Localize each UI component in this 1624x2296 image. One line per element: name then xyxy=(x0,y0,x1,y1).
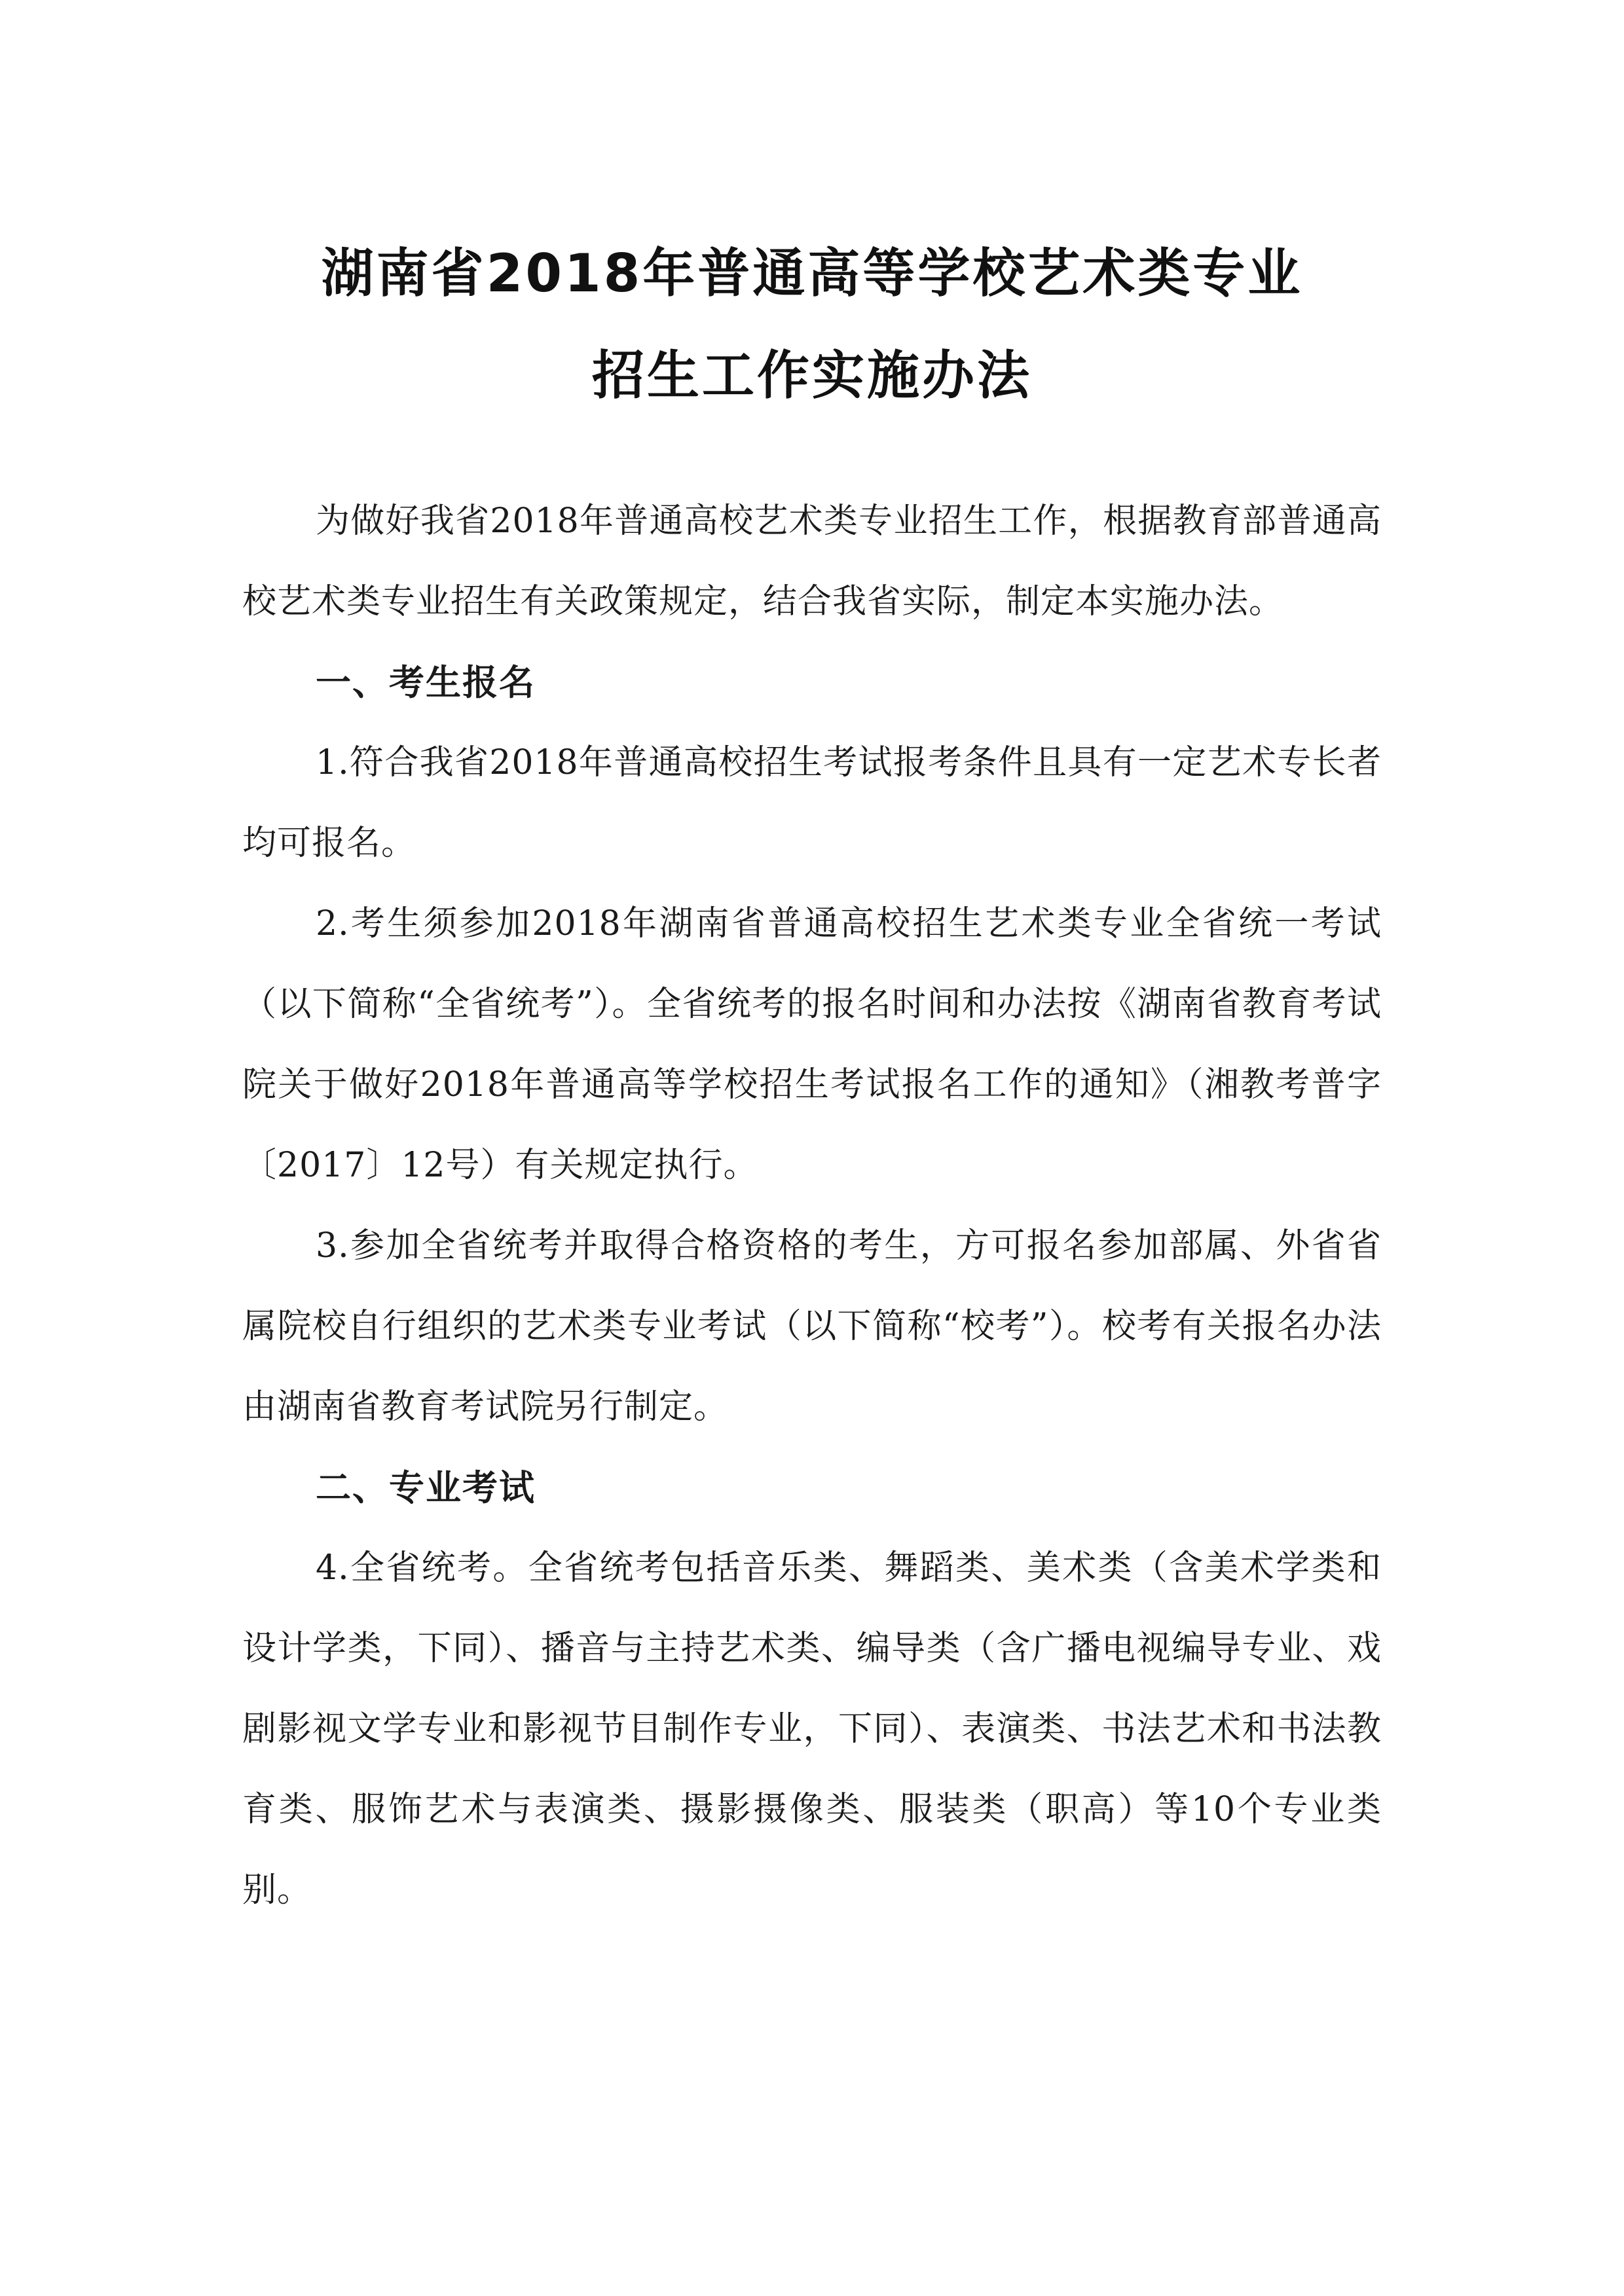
section-heading-registration: 一、考生报名 xyxy=(316,662,536,703)
paragraph-3: 3.参加全省统考并取得合格资格的考生，方可报名参加部属、外省省属院校自行组织的艺术类专业考试（以下简称“校考”）。校考有关报名办法由湖南省教育考试院另行制定。 xyxy=(242,1226,1382,1427)
paragraph-2: 2.考生须参加2018年湖南省普通高校招生艺术类专业全省统一考试（以下简称“全省统考”）。全省统考的报名时间和办法按《湖南省教育考试院关于做好2018年普通高等学校招生考试报名工作的通知》（湘教考普字〔2017〕12号）有关规定执行。 xyxy=(242,904,1382,1185)
paragraph-1: 1.符合我省2018年普通高校招生考试报考条件且具有一定艺术专长者均可报名。 xyxy=(242,743,1382,863)
intro-paragraph: 为做好我省2018年普通高校艺术类专业招生工作，根据教育部普通高校艺术类专业招生有关政策规定，结合我省实际，制定本实施办法。 xyxy=(242,501,1382,621)
document-body xyxy=(242,481,1382,1931)
section-heading-professional-exam: 二、专业考试 xyxy=(316,1467,536,1508)
paragraph-4: 4.全省统考。全省统考包括音乐类、舞蹈类、美术类（含美术学类和设计学类，下同）、播音与主持艺术类、编导类（含广播电视编导专业、戏剧影视文学专业和影视节目制作专业，下同）、表演类、书法艺术和书法教育类、服饰艺术与表演类、摄影摄像类、服装类（职高）等10个专业类别。 xyxy=(242,1548,1382,1910)
title-line-2: 招生工作实施办法 xyxy=(592,345,1032,406)
title-line-1: 湖南省2018年普通高等学校艺术类专业 xyxy=(321,243,1303,304)
document-title xyxy=(0,223,1624,427)
